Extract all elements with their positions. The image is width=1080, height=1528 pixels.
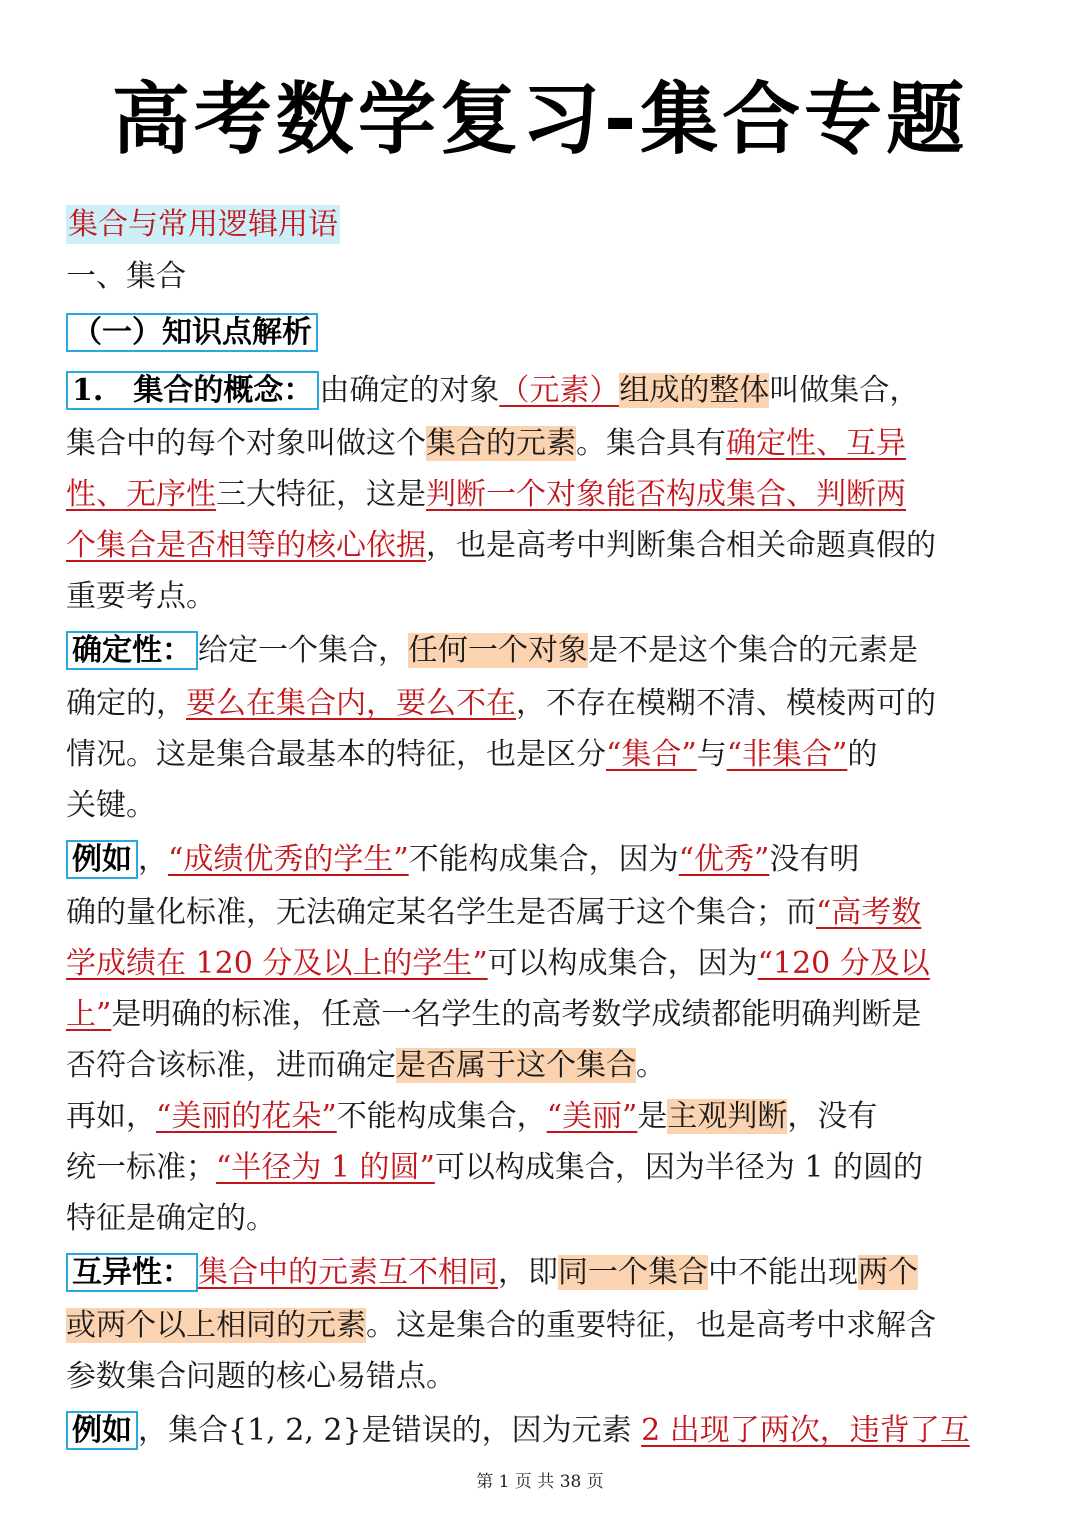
highlight: 集合的元素 (426, 426, 576, 461)
underline-red: 集合中的元素互不相同 (198, 1255, 498, 1290)
paragraph-example-1 (66, 833, 1016, 1091)
underline-red: “美丽” (546, 1099, 638, 1134)
highlight: 或两个以上相同的元素 (66, 1308, 366, 1343)
text: ，集合{1, 2, 2}是错误的，因为元素 (138, 1413, 642, 1448)
text: 给定一个集合， (198, 633, 408, 668)
example-label: 例如 (66, 840, 138, 879)
underline-red: 学成绩在 120 分及以上的学生” (66, 946, 488, 981)
text: 再如， (66, 1099, 156, 1134)
text: 与 (696, 737, 727, 772)
text: 是 (637, 1099, 668, 1134)
underline-red: （元素） (499, 373, 620, 408)
section-heading-line (66, 198, 1016, 250)
highlight: 组成的整体 (619, 373, 770, 408)
underline-red: 2 出现了两次，违背了互 (641, 1413, 970, 1448)
paragraph-definiteness (66, 624, 1016, 831)
text: ，不存在模糊不清、模棱两可的 (516, 686, 936, 721)
text: 可以构成集合，因为 (487, 946, 758, 981)
text: 中不能出现 (708, 1255, 858, 1290)
definiteness-label: 确定性： (66, 631, 198, 670)
text: ，也是高考中判断集合相关命题真假的 (426, 528, 936, 563)
text: 特征是确定的。 (66, 1201, 276, 1236)
page-footer: 第 1 页 共 38 页 (476, 1472, 604, 1492)
text: 否符合该标准，进而确定 (66, 1048, 396, 1083)
text: ， (138, 842, 168, 877)
document-body (66, 198, 1016, 1458)
example-label: 例如 (66, 1411, 138, 1450)
text: 集合中的每个对象叫做这个 (66, 426, 426, 461)
text: 重要考点。 (66, 579, 216, 614)
text: ，即 (498, 1255, 558, 1290)
text: 关键。 (66, 788, 156, 823)
highlight: 任何一个对象 (408, 633, 588, 668)
text: 三大特征，这是 (216, 477, 426, 512)
document-title: 高考数学复习-集合专题 (111, 75, 969, 165)
underline-red: “优秀” (678, 842, 770, 877)
highlight: 主观判断 (667, 1099, 788, 1134)
text: ，没有 (787, 1099, 878, 1134)
text: 确的量化标准，无法确定某名学生是否属于这个集合；而 (66, 895, 816, 930)
concept-label: 1. 集合的概念： (66, 371, 319, 410)
text: 没有明 (769, 842, 860, 877)
text: 情况。这是集合最基本的特征，也是区分 (66, 737, 606, 772)
underline-red: “高考数 (816, 895, 922, 930)
text: 确定的， (66, 686, 186, 721)
underline-red: “120 分及以 (757, 946, 930, 981)
chapter-heading (66, 250, 1016, 304)
underline-red: 上” (66, 997, 112, 1032)
highlight: 两个 (858, 1255, 918, 1290)
text: 由确定的对象 (319, 373, 500, 408)
text: 是明确的标准，任意一名学生的高考数学成绩都能明确判断是 (111, 997, 922, 1032)
paragraph-example-3 (66, 1404, 1016, 1458)
underline-red: 要么在集合内，要么不在 (186, 686, 516, 721)
text: 。这是集合的重要特征，也是高考中求解含 (366, 1308, 936, 1343)
text: 不能构成集合， (336, 1099, 547, 1134)
underline-red: 判断一个对象能否构成集合、判断两 (426, 477, 906, 512)
paragraph-distinctness (66, 1246, 1016, 1402)
underline-red: “美丽的花朵” (156, 1099, 337, 1134)
paragraph-concept (66, 364, 1016, 622)
text: 是不是这个集合的元素是 (588, 633, 918, 668)
distinctness-label: 互异性： (66, 1253, 198, 1292)
section-heading: 集合与常用逻辑用语 (68, 207, 338, 242)
underline-red: “非集合” (726, 737, 848, 772)
text: 统一标准； (66, 1150, 216, 1185)
paragraph-example-2 (66, 1091, 1016, 1244)
subsection-heading: （一）知识点解析 (66, 313, 318, 352)
underline-red: “成绩优秀的学生” (168, 842, 409, 877)
text: 可以构成集合，因为半径为 1 的圆的 (434, 1150, 924, 1185)
underline-red: 确定性、互异 (726, 426, 906, 461)
text: 不能构成集合，因为 (408, 842, 679, 877)
text: 的 (847, 737, 878, 772)
text: 。 (636, 1048, 666, 1083)
underline-red: “半径为 1 的圆” (216, 1150, 435, 1185)
chapter-text: 一、集合 (66, 259, 186, 294)
highlight: 是否属于这个集合 (396, 1048, 636, 1083)
highlight: 同一个集合 (558, 1255, 708, 1290)
text: 叫做集合， (769, 373, 920, 408)
underline-red: 个集合是否相等的核心依据 (66, 528, 426, 563)
underline-red: “集合” (606, 737, 697, 772)
subsection-line (66, 306, 1016, 360)
text: 。集合具有 (576, 426, 726, 461)
underline-red: 性、无序性 (66, 477, 216, 512)
text: 参数集合问题的核心易错点。 (66, 1359, 456, 1394)
